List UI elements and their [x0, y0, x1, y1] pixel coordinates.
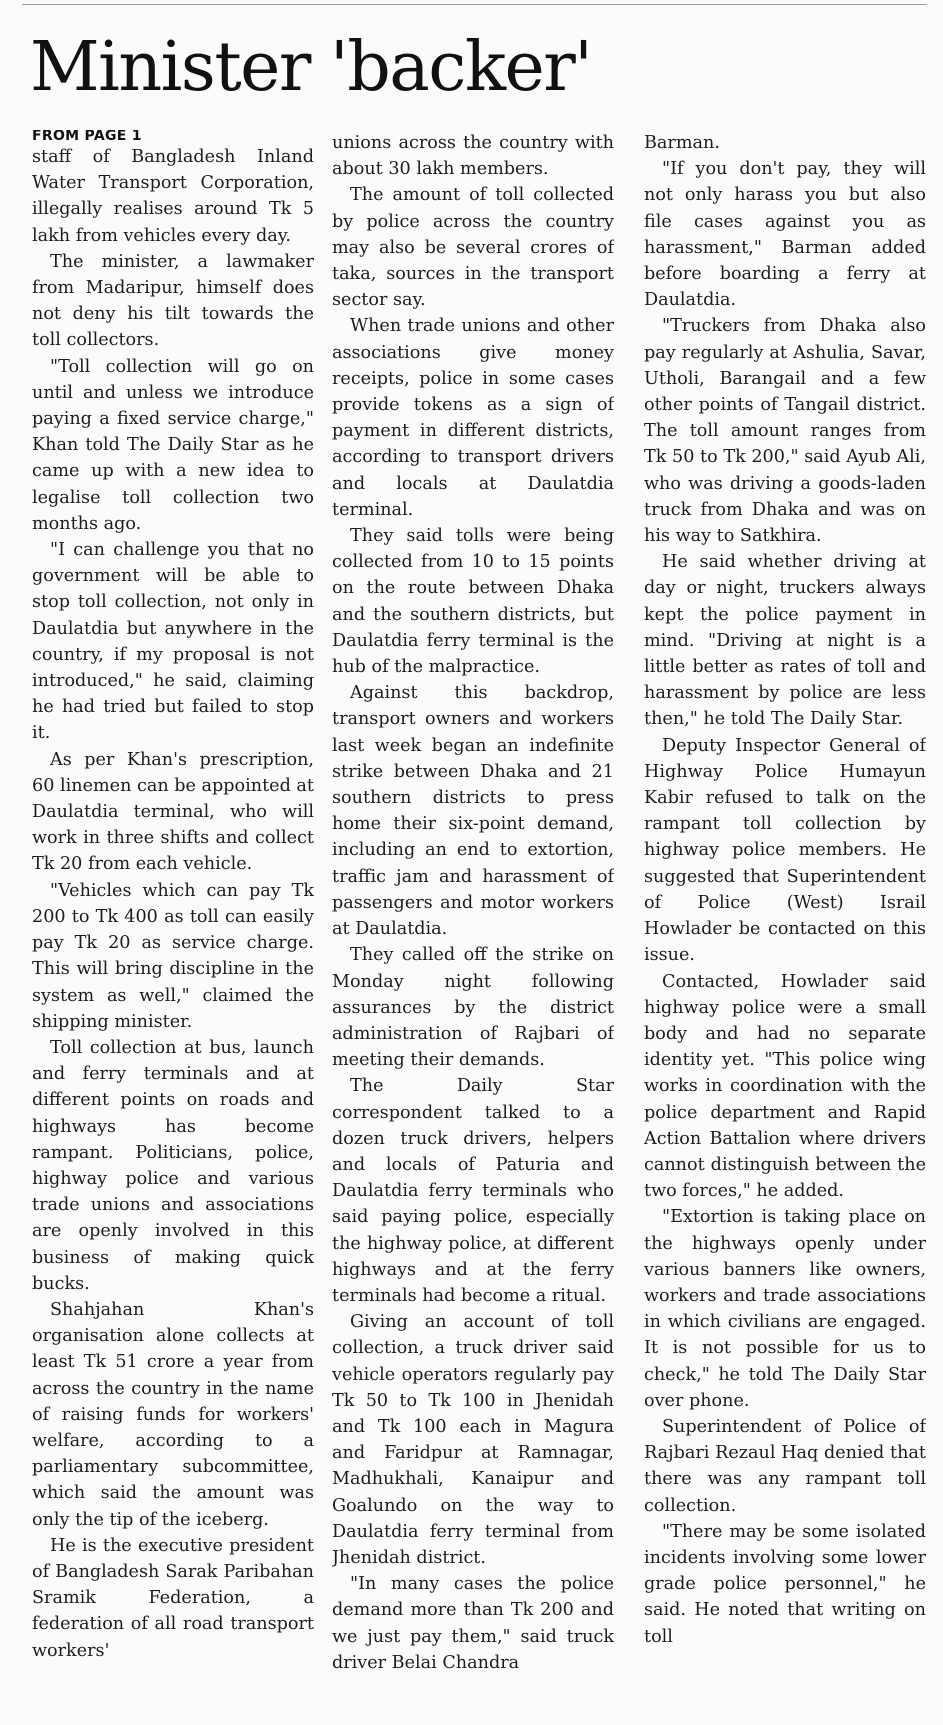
top-rule	[22, 4, 927, 5]
paragraph: "Truckers from Dhaka also pay regularly at Ashulia, Savar, Utholi, Barangail and a few other points of Tangail district. The toll amount ranges from Tk 50 to Tk 200," said Ayub Ali, who was driving a goods-laden truck from Dhaka and was on his way to Satkhira.	[644, 316, 926, 547]
paragraph: Superintendent of Police of Rajbari Rezaul Haq denied that there was any rampant toll collection.	[644, 1416, 926, 1516]
paragraph: "Extortion is taking place on the highways openly under various banners like owners, workers and trade associations in which civilians are engaged. It is not possible for us to check," he told The Daily Star over phone.	[644, 1207, 926, 1411]
article-column-3	[644, 130, 926, 1720]
article-column-1	[32, 130, 314, 1720]
paragraph: Toll collection at bus, launch and ferry terminals and at different points on roads and highways has become rampant. Politicians, police, highway police and various trade unions and associations are openly involved in this business of making quick bucks.	[32, 1037, 314, 1294]
paragraph: "Vehicles which can pay Tk 200 to Tk 400 as toll can easily pay Tk 20 as service charge. This will bring discipline in the system as well," claimed the shipping minister.	[32, 880, 314, 1032]
paragraph: The Daily Star correspondent talked to a dozen truck drivers, helpers and locals of Paturia and Daulatdia ferry terminals who said paying police, especially the highway police, at different highways and at the ferry terminals had become a ritual.	[332, 1076, 614, 1306]
paragraph: Barman.	[644, 133, 720, 153]
paragraph: As per Khan's prescription, 60 linemen can be appointed at Daulatdia terminal, who will work in three shifts and collect Tk 20 from each vehicle.	[32, 749, 314, 875]
paragraph: The amount of toll collected by police across the country may also be several crores of taka, sources in the transport sector say.	[332, 185, 614, 311]
paragraph: "In many cases the police demand more than Tk 200 and we just pay them," said truck driver Belai Chandra	[332, 1574, 614, 1673]
paragraph: "If you don't pay, they will not only harass you but also file cases against you as harassment," Barman added before boarding a ferry at Daulatdia.	[644, 159, 926, 311]
headline: Minister 'backer'	[30, 28, 592, 107]
paragraph: He said whether driving at day or night, truckers always kept the police payment in mind. "Driving at night is a little better as rates of toll and harassment by police are less then," he told The Daily Star.	[644, 552, 926, 730]
article-column-2	[332, 130, 614, 1720]
paragraph: The minister, a lawmaker from Madaripur, himself does not deny his tilt towards the toll collectors.	[32, 251, 314, 351]
paragraph: They said tolls were being collected from 10 to 15 points on the route between Dhaka and the southern districts, but Daulatdia ferry terminal is the hub of the malpractice.	[332, 526, 614, 678]
paragraph: unions across the country with about 30 lakh members.	[332, 133, 614, 180]
paragraph: When trade unions and other associations give money receipts, police in some cases provide tokens as a sign of payment in different districts, according to transport drivers and locals at Daulatdia terminal.	[332, 316, 614, 520]
paragraph: staff of Bangladesh Inland Water Transport Corporation, illegally realises around Tk 5 lakh from vehicles every day.	[32, 147, 314, 246]
paragraph: Giving an account of toll collection, a truck driver said vehicle operators regularly pay Tk 50 to Tk 100 in Jhenidah and Tk 100 each in Magura and Faridpur at Ramnagar, Madhukhali, Kanaipur and Goalundo on the way to Daulatdia ferry terminal from Jhenidah district.	[332, 1312, 614, 1568]
paragraph: "There may be some isolated incidents involving some lower grade police personnel," he said. He noted that writing on toll	[644, 1521, 926, 1647]
kicker: FROM PAGE 1	[32, 130, 142, 144]
paragraph: "I can challenge you that no government will be able to stop toll collection, not only in Daulatdia but anywhere in the country, if my proposal is not introduced," he said, claiming he had tried but failed to stop it.	[32, 540, 314, 744]
paragraph: He is the executive president of Bangladesh Sarak Paribahan Sramik Federation, a federation of all road transport workers'	[32, 1535, 314, 1661]
paragraph: Shahjahan Khan's organisation alone collects at least Tk 51 crore a year from across the country in the name of raising funds for workers' welfare, according to a parliamentary subcommittee, which said the amount was only the tip of the iceberg.	[32, 1299, 314, 1530]
paragraph: "Toll collection will go on until and unless we introduce paying a fixed service charge," Khan told The Daily Star as he came up with a new idea to legalise toll collection two months ago.	[32, 356, 314, 534]
paragraph: Contacted, Howlader said highway police were a small body and had no separate identity yet. "This police wing works in coordination with the police department and Rapid Action Battalion where drivers cannot distinguish between the two forces," he added.	[644, 971, 926, 1202]
paragraph: They called off the strike on Monday night following assurances by the district administration of Rajbari of meeting their demands.	[332, 945, 614, 1071]
paragraph: Deputy Inspector General of Highway Police Humayun Kabir refused to talk on the rampant toll collection by highway police members. He suggested that Superintendent of Police (West) Israil Howlader be contacted on this issue.	[644, 735, 926, 966]
paragraph: Against this backdrop, transport owners and workers last week began an indefinite strike between Dhaka and 21 southern districts to press home their six-point demand, including an end to extortion, traffic jam and harassment of passengers and motor workers at Daulatdia.	[332, 683, 614, 940]
